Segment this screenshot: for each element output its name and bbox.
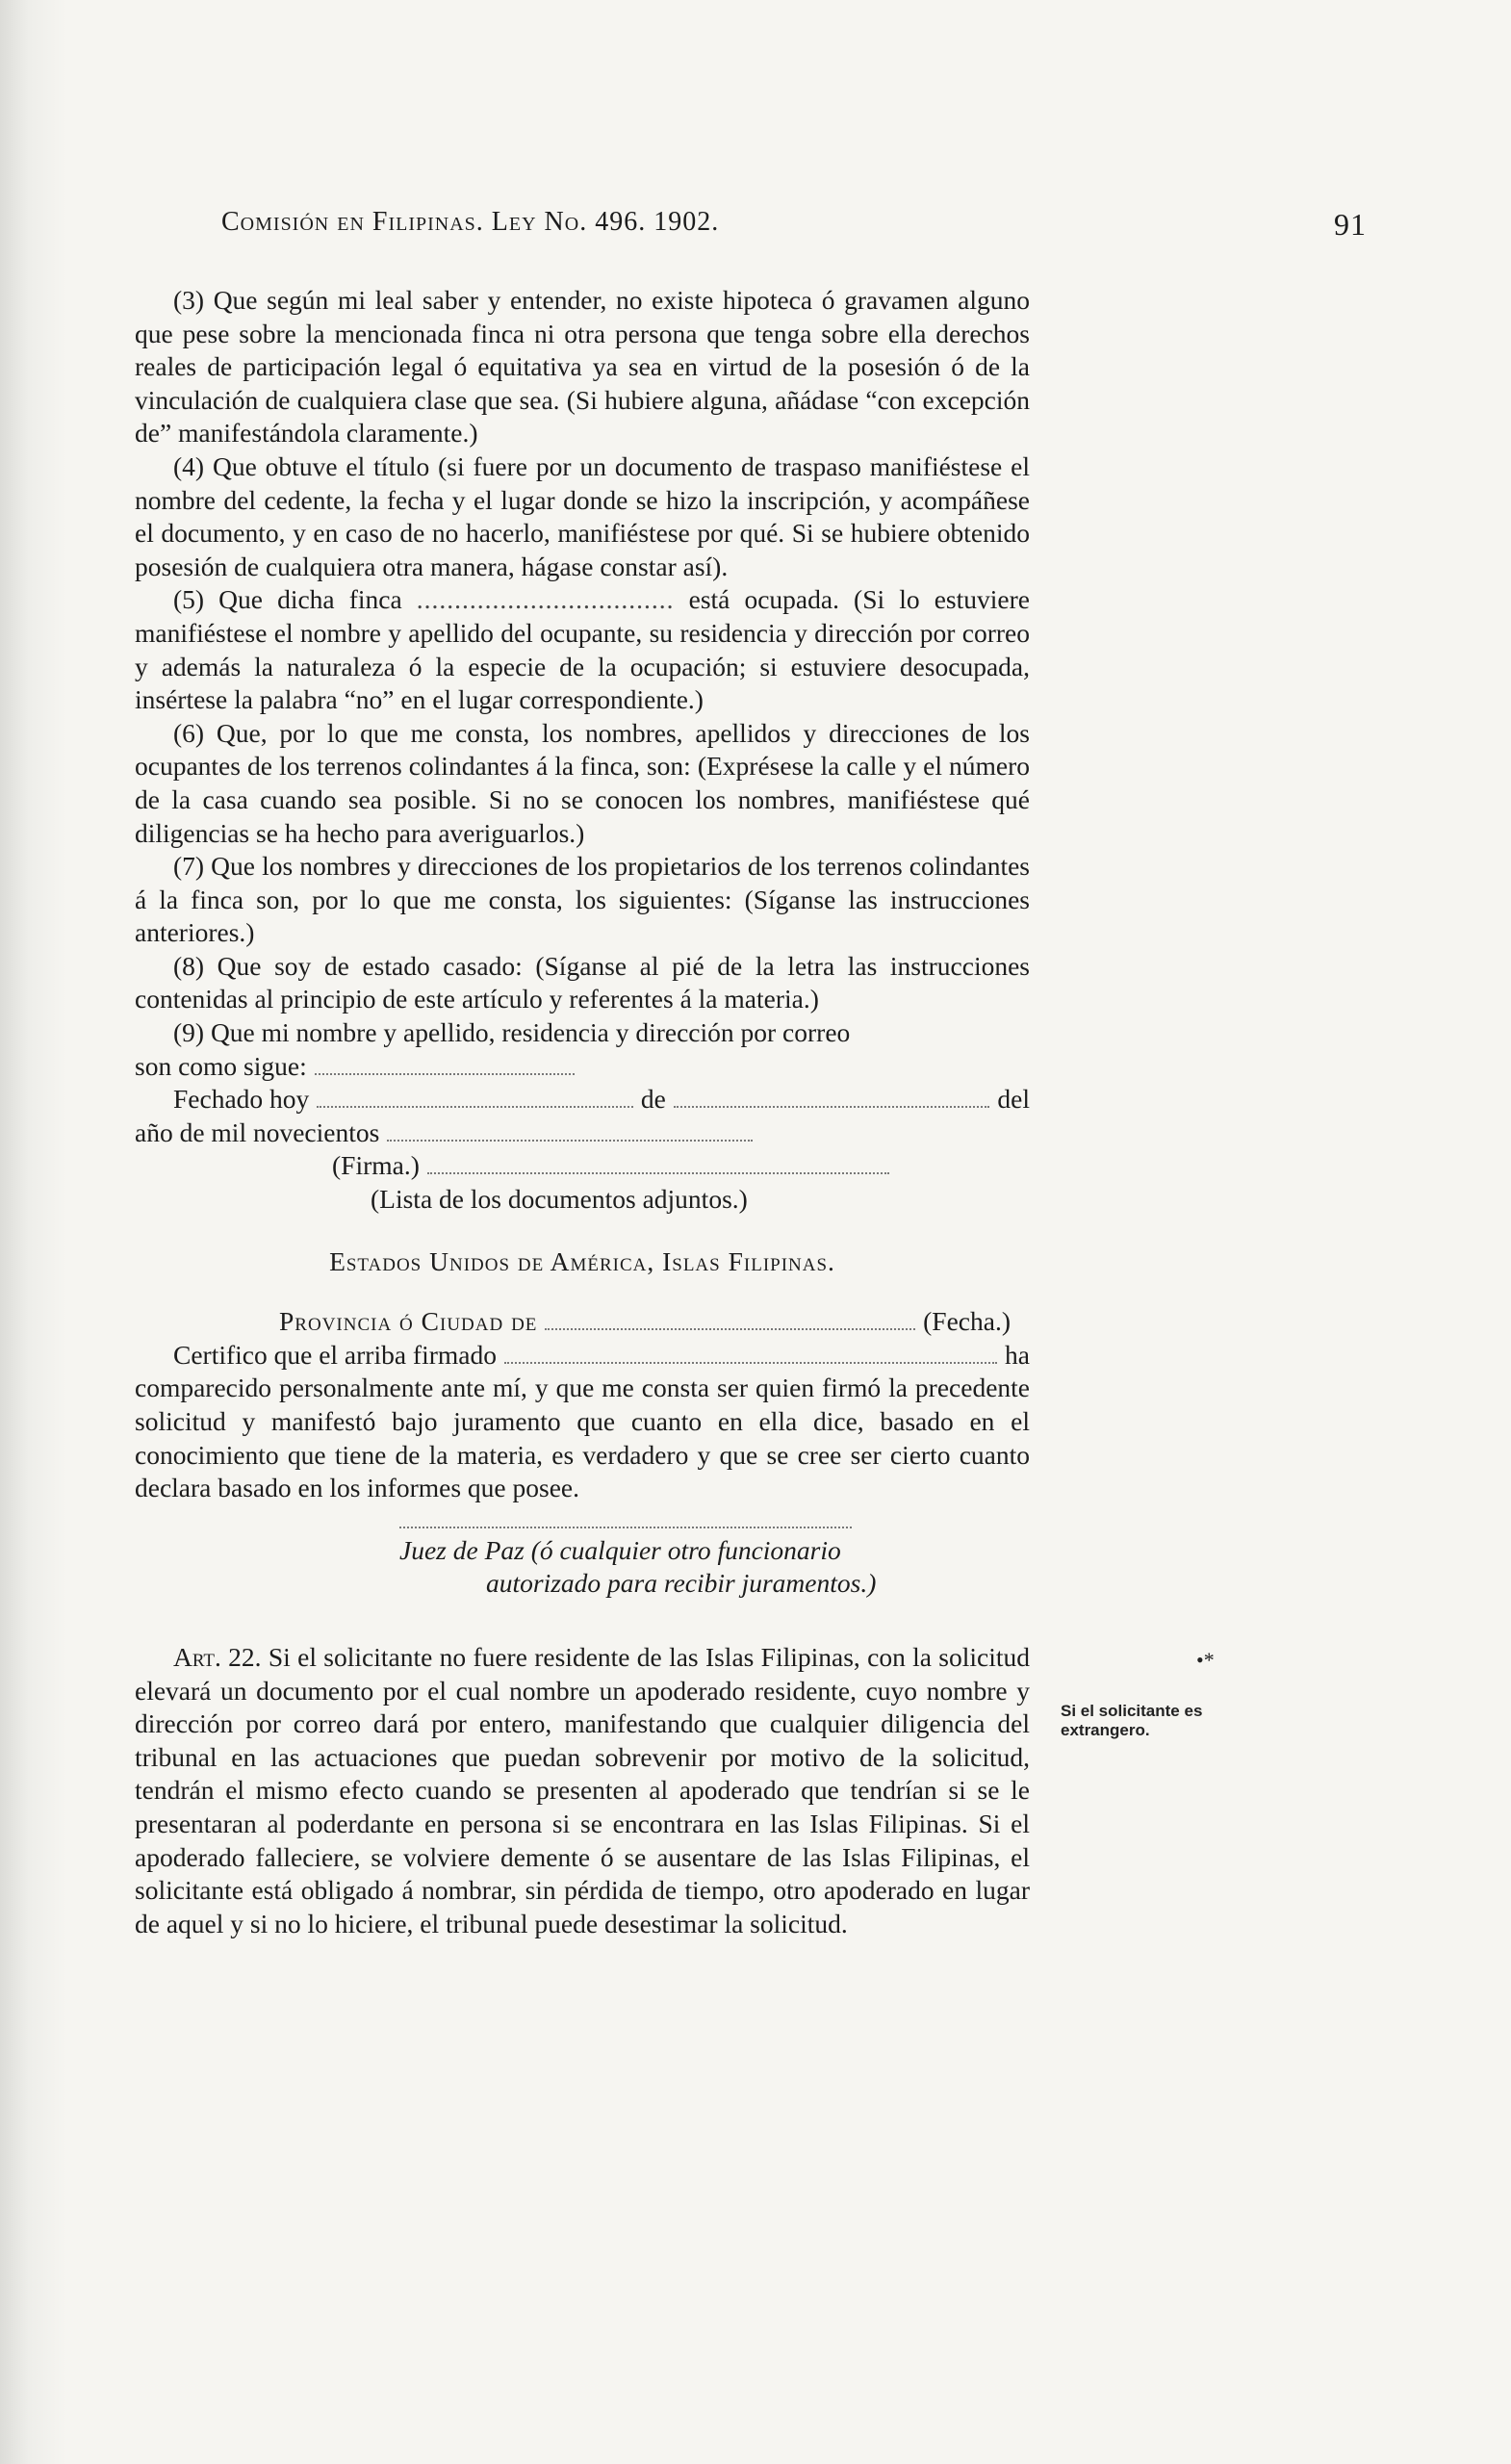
de-label: de <box>640 1084 666 1115</box>
paragraph-3: (3) Que según mi leal saber y entender, no existe hipoteca ó gravamen alguno que pese sobre la mencionada finca ni otra persona que tenga sobre ella derechos reales de participación legal ó equitativa ya sea en virtud de la posesión ó de la vinculación de cualquiera clase que sea. (Si hubiere alguna, añádase “con excepción de” manifestándola claramente.) <box>135 285 1030 449</box>
provincia-row <box>135 1305 1011 1339</box>
paragraph-9-line2 <box>135 1050 1030 1084</box>
fechado-blank-1 <box>317 1106 633 1108</box>
anio-row <box>135 1116 1030 1150</box>
p9-label: son como sigue: <box>135 1050 307 1081</box>
p5-start: (5) Que dicha finca <box>173 584 402 615</box>
header-title: Comisión en Filipinas. Ley No. 496. 1902. <box>221 207 720 237</box>
fechado-blank-2 <box>674 1106 990 1108</box>
p9-blank <box>315 1073 575 1075</box>
paragraph-6: (6) Que, por lo que me consta, los nombres, apellidos y direcciones de los ocupantes de los terrenos colindantes á la finca, son: (Exprésese la calle y el número de la casa cuando sea posible. Si no se conocen los nombres, manifiéstese qué diligencias se ha hecho para averiguarlos.) <box>135 717 1030 848</box>
lista-documentos: (Lista de los documentos adjuntos.) <box>371 1184 748 1215</box>
paragraph-7: (7) Que los nombres y direcciones de los propietarios de los terrenos colindantes á la finca son, por lo que me consta, los siguientes: (Síganse las instrucciones anteriores.) <box>135 851 1030 948</box>
paragraph-8: (8) Que soy de estado casado: (Síganse al pié de la letra las instrucciones contenidas al principio de este artículo y referentes á la materia.) <box>135 950 1030 1014</box>
paragraph-5 <box>135 583 1030 716</box>
article-text: Si el solicitante no fuere residente de las Islas Filipinas, con la solicitud elevará un documento por el cual nombre un apoderado residente, cuyo nombre y dirección por correo dará por entero, manifestando que cualquier diligencia del tribunal en las actuaciones que puedan sobrevenir por motivo de la solicitud, tendrán el mismo efecto cuando se presenten al apoderado que tendrían si se le presentaran al poderdante en persona si se encontrara en las Islas Filipinas. Si el apoderado falleciere, se volviere demente ó se ausentare de las Islas Filipinas, el solicitante está obligado á nombrar, sin pérdida de tiempo, otro apoderado en lugar de aquel y si no lo hiciere, el tribunal puede desestimar la solicitud. <box>135 1641 1031 1938</box>
provincia-label: Provincia ó Ciudad de <box>279 1306 538 1337</box>
article-22 <box>135 1641 1030 1940</box>
page-number: 91 <box>1334 207 1367 242</box>
fechado-label: Fechado hoy <box>173 1084 310 1115</box>
certifico-ha: ha <box>1005 1339 1030 1370</box>
margin-mark-icon: •* <box>1196 1648 1215 1672</box>
page-body <box>135 284 1030 1940</box>
provincia-blank <box>545 1328 915 1330</box>
fechado-row <box>135 1083 1030 1116</box>
juez-signature-line <box>399 1527 852 1528</box>
certifico-text: comparecido personalmente ante mí, y que me consta ser quien firmó la precedente solicitud y manifestó bajo juramento que cuanto en ella dice, basado en el conocimiento que tiene de la materia, es verdadero y que se cree ser cierto cuanto declara basado en los informes que posee. <box>135 1373 1030 1503</box>
firma-row <box>135 1149 1030 1183</box>
certifico-start: Certifico que el arriba firmado <box>173 1339 497 1370</box>
certifico-row <box>135 1339 1030 1373</box>
anio-label: año de mil novecientos <box>135 1116 380 1147</box>
article-label: Art. 22. <box>173 1641 262 1672</box>
juez-line-1: Juez de Paz (ó cualquier otro funcionario <box>399 1534 841 1565</box>
certification-heading: Estados Unidos de América, Islas Filipinas. <box>329 1245 835 1276</box>
certifico-blank <box>504 1362 997 1364</box>
p5-blank: .................................. <box>416 584 675 615</box>
paragraph-9-line1: (9) Que mi nombre y apellido, residencia y dirección por correo <box>173 1017 851 1048</box>
p5-rest: está ocupada. (Si lo estuviere manifiéstese el nombre y apellido del ocupante, su residencia y dirección por correo y además la naturaleza ó la especie de la ocupación; si estuviere desocupada, insértese la palabra “no” en el lugar correspondiente.) <box>135 584 1030 715</box>
juez-line-2: autorizado para recibir juramentos.) <box>486 1568 877 1599</box>
del-label: del <box>997 1084 1030 1115</box>
paragraph-4: (4) Que obtuve el título (si fuere por un documento de traspaso manifiéstese el nombre del cedente, la fecha y el lugar donde se hizo la inscripción, y acompáñese el documento, y en caso de no hacerlo, manifiéstese por qué. Si se hubiere obtenido posesión de cualquiera otra manera, hágase constar así). <box>135 450 1030 581</box>
margin-note: Si el solicitante es extrangero. <box>1061 1702 1203 1739</box>
firma-blank <box>427 1172 889 1174</box>
anio-blank <box>387 1140 753 1142</box>
firma-label: (Firma.) <box>332 1150 420 1181</box>
fecha-label: (Fecha.) <box>923 1306 1011 1337</box>
